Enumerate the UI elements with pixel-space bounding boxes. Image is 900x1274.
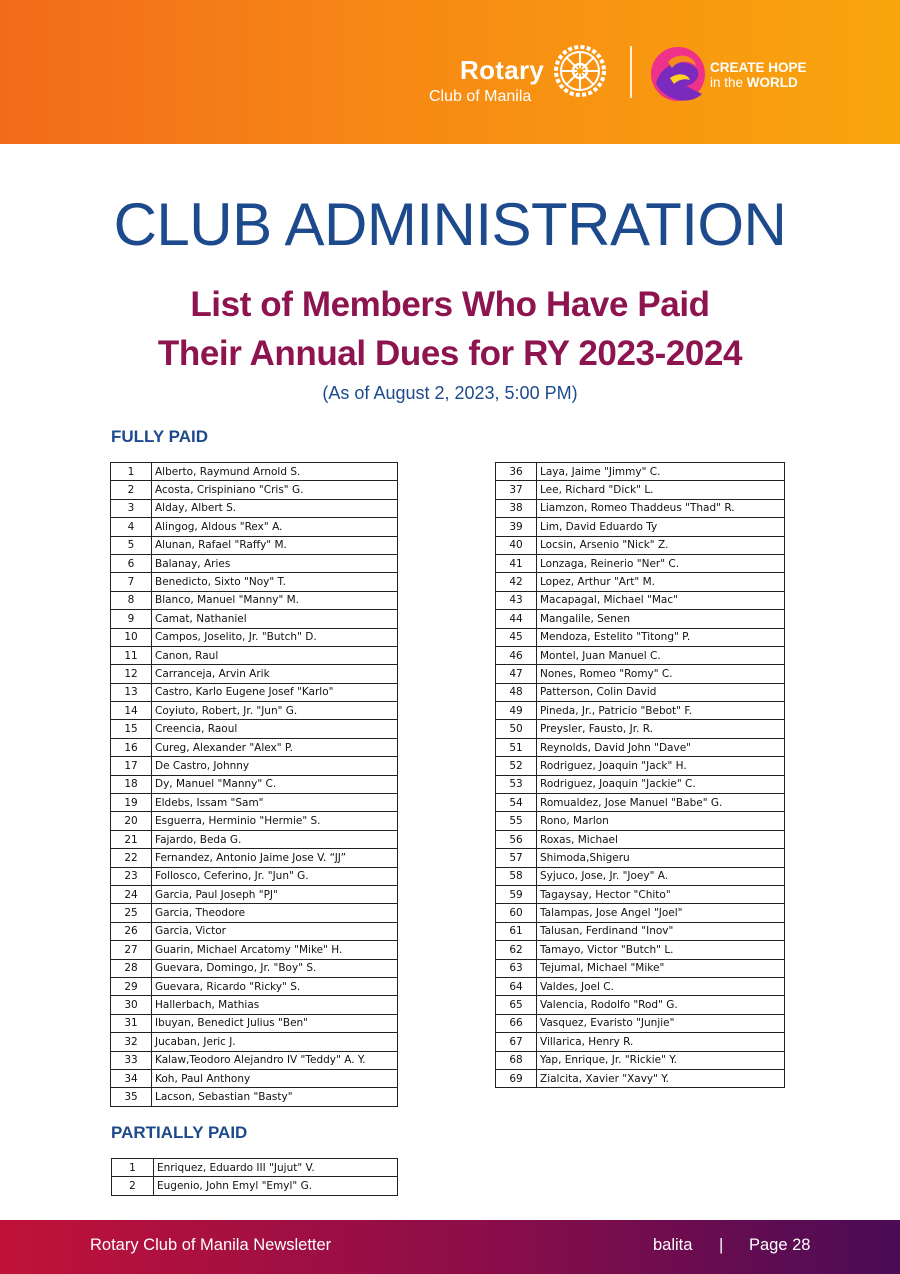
member-name: Coyiuto, Robert, Jr. "Jun" G. [152,702,398,720]
member-number: 45 [496,628,537,646]
member-row [111,518,398,536]
member-number: 9 [111,610,152,628]
member-row [111,794,398,812]
member-row [496,977,785,995]
member-name: Reynolds, David John "Dave" [537,738,785,756]
member-number: 62 [496,941,537,959]
member-name: Alingog, Aldous "Rex" A. [152,518,398,536]
member-row [496,830,785,848]
member-number: 31 [111,1014,152,1032]
as-of-date: (As of August 2, 2023, 5:00 PM) [322,383,578,403]
member-row [496,904,785,922]
member-name: Alberto, Raymund Arnold S. [152,463,398,481]
member-name: Castro, Karlo Eugene Josef "Karlo" [152,683,398,701]
member-number: 63 [496,959,537,977]
member-name: Balanay, Aries [152,554,398,572]
member-row [496,536,785,554]
member-name: Villarica, Henry R. [537,1033,785,1051]
member-row [496,867,785,885]
member-row [496,794,785,812]
member-number: 15 [111,720,152,738]
partially-paid-table [111,1158,398,1196]
member-name: Guevara, Domingo, Jr. "Boy" S. [152,959,398,977]
member-row [111,757,398,775]
member-row [111,720,398,738]
member-name: Garcia, Victor [152,922,398,940]
member-number: 29 [111,977,152,995]
member-number: 24 [111,885,152,903]
member-name: Nones, Romeo "Romy" C. [537,665,785,683]
member-number: 66 [496,1014,537,1032]
member-row [111,849,398,867]
member-row [111,591,398,609]
theme-line-1: CREATE HOPE [710,60,807,75]
member-number: 52 [496,757,537,775]
member-name: Hallerbach, Mathias [152,996,398,1014]
member-name: Fajardo, Beda G. [152,830,398,848]
member-name: Jucaban, Jeric J. [152,1033,398,1051]
member-row [496,665,785,683]
member-number: 27 [111,941,152,959]
member-name: Campos, Joselito, Jr. "Butch" D. [152,628,398,646]
member-row [496,481,785,499]
member-number: 53 [496,775,537,793]
member-row [111,885,398,903]
member-row [496,683,785,701]
member-name: Mangalile, Senen [537,610,785,628]
member-row [111,554,398,572]
page-title: CLUB ADMINISTRATION [113,191,787,258]
member-row [111,1069,398,1087]
member-number: 14 [111,702,152,720]
member-number: 23 [111,867,152,885]
member-name: Canon, Raul [152,646,398,664]
member-name: Lopez, Arthur "Art" M. [537,573,785,591]
member-number: 33 [111,1051,152,1069]
member-number: 37 [496,481,537,499]
create-hope-logo-icon [650,44,710,106]
member-name: Blanco, Manuel "Manny" M. [152,591,398,609]
member-number: 39 [496,518,537,536]
rotary-wordmark: Rotary [460,55,545,85]
member-name: Zialcita, Xavier "Xavy" Y. [537,1069,785,1087]
member-number: 7 [111,573,152,591]
member-name: Guarin, Michael Arcatomy "Mike" H. [152,941,398,959]
member-row [111,646,398,664]
member-name: Talusan, Ferdinand "Inov" [537,922,785,940]
member-number: 67 [496,1033,537,1051]
member-row [111,1014,398,1032]
member-number: 12 [111,665,152,683]
member-row [496,941,785,959]
member-name: Laya, Jaime "Jimmy" C. [537,463,785,481]
member-row [496,922,785,940]
member-row [496,702,785,720]
member-number: 6 [111,554,152,572]
member-number: 64 [496,977,537,995]
list-heading-line-2: Their Annual Dues for RY 2023-2024 [157,334,743,373]
member-row [111,702,398,720]
member-name: Montel, Juan Manuel C. [537,646,785,664]
member-number: 38 [496,499,537,517]
member-row [496,610,785,628]
member-row [496,885,785,903]
member-name: Ibuyan, Benedict Julius "Ben" [152,1014,398,1032]
member-number: 16 [111,738,152,756]
member-row [111,941,398,959]
member-row [111,867,398,885]
member-row [496,628,785,646]
member-number: 59 [496,885,537,903]
member-name: Enriquez, Eduardo III "Jujut" V. [154,1159,398,1177]
member-row [496,1033,785,1051]
page-footer [0,1220,900,1274]
member-number: 20 [111,812,152,830]
member-row [111,959,398,977]
member-name: Tejumal, Michael "Mike" [537,959,785,977]
member-name: Mendoza, Estelito "Titong" P. [537,628,785,646]
member-name: Romualdez, Jose Manuel "Babe" G. [537,794,785,812]
club-name: Club of Manila [429,88,532,105]
member-number: 19 [111,794,152,812]
member-number: 69 [496,1069,537,1087]
member-row [111,904,398,922]
member-number: 2 [112,1177,154,1195]
member-number: 60 [496,904,537,922]
brand-name: balita [653,1236,693,1254]
member-number: 1 [112,1159,154,1177]
fully-paid-table-left [110,462,398,1107]
member-number: 13 [111,683,152,701]
member-name: Syjuco, Jose, Jr. "Joey" A. [537,867,785,885]
member-name: Creencia, Raoul [152,720,398,738]
member-number: 54 [496,794,537,812]
member-name: Esguerra, Herminio "Hermie" S. [152,812,398,830]
member-number: 35 [111,1088,152,1106]
member-row [111,610,398,628]
member-row [111,573,398,591]
member-name: Eldebs, Issam "Sam" [152,794,398,812]
member-row [111,499,398,517]
member-name: Talampas, Jose Angel "Joel" [537,904,785,922]
footer-separator: | [719,1236,724,1254]
member-name: Guevara, Ricardo "Ricky" S. [152,977,398,995]
member-name: Patterson, Colin David [537,683,785,701]
member-row [111,996,398,1014]
member-number: 32 [111,1033,152,1051]
newsletter-name: Rotary Club of Manila Newsletter [90,1236,332,1254]
member-row [496,1069,785,1087]
member-number: 55 [496,812,537,830]
rotary-club-logo [428,46,608,108]
header-divider [630,46,632,98]
member-row [496,591,785,609]
member-name: Carranceja, Arvin Arik [152,665,398,683]
member-name: Locsin, Arsenio "Nick" Z. [537,536,785,554]
member-number: 44 [496,610,537,628]
member-row [496,1014,785,1032]
member-row [496,463,785,481]
member-row [496,1051,785,1069]
member-number: 40 [496,536,537,554]
member-name: Acosta, Crispiniano "Cris" G. [152,481,398,499]
member-number: 5 [111,536,152,554]
member-number: 65 [496,996,537,1014]
member-name: Rono, Marlon [537,812,785,830]
member-number: 17 [111,757,152,775]
member-row [496,518,785,536]
member-name: Pineda, Jr., Patricio "Bebot" F. [537,702,785,720]
member-number: 47 [496,665,537,683]
member-name: De Castro, Johnny [152,757,398,775]
member-row [496,959,785,977]
member-row [111,683,398,701]
member-number: 10 [111,628,152,646]
member-number: 8 [111,591,152,609]
member-number: 36 [496,463,537,481]
member-row [496,646,785,664]
member-name: Macapagal, Michael "Mac" [537,591,785,609]
member-number: 34 [111,1069,152,1087]
member-name: Liamzon, Romeo Thaddeus "Thad" R. [537,499,785,517]
member-number: 3 [111,499,152,517]
page-number: Page 28 [749,1236,811,1254]
member-row [496,573,785,591]
member-row [111,812,398,830]
member-number: 46 [496,646,537,664]
partially-paid-label: PARTIALLY PAID [111,1123,248,1142]
member-name: Lim, David Eduardo Ty [537,518,785,536]
member-number: 49 [496,702,537,720]
member-name: Eugenio, John Emyl "Emyl" G. [154,1177,398,1195]
member-row [111,1033,398,1051]
member-number: 21 [111,830,152,848]
page-header [0,0,900,144]
member-name: Benedicto, Sixto "Noy" T. [152,573,398,591]
member-row [496,757,785,775]
theme-line-2: in the WORLD [710,75,798,90]
member-name: Shimoda,Shigeru [537,849,785,867]
fully-paid-label: FULLY PAID [111,427,208,446]
member-name: Roxas, Michael [537,830,785,848]
member-name: Alday, Albert S. [152,499,398,517]
member-name: Vasquez, Evaristo "Junjie" [537,1014,785,1032]
member-number: 48 [496,683,537,701]
rotary-wheel-icon [552,43,608,99]
member-name: Kalaw,Teodoro Alejandro IV "Teddy" A. Y. [152,1051,398,1069]
member-row [112,1159,398,1177]
member-number: 18 [111,775,152,793]
member-row [111,1051,398,1069]
member-name: Preysler, Fausto, Jr. R. [537,720,785,738]
member-name: Alunan, Rafael "Raffy" M. [152,536,398,554]
member-number: 56 [496,830,537,848]
member-number: 51 [496,738,537,756]
member-number: 22 [111,849,152,867]
member-row [111,481,398,499]
member-row [111,536,398,554]
member-name: Garcia, Theodore [152,904,398,922]
member-number: 4 [111,518,152,536]
member-row [496,499,785,517]
list-heading [0,280,900,378]
member-row [496,849,785,867]
member-row [111,1088,398,1106]
member-number: 1 [111,463,152,481]
member-number: 42 [496,573,537,591]
member-name: Rodriguez, Joaquin "Jack" H. [537,757,785,775]
member-row [112,1177,398,1195]
list-heading-line-1: List of Members Who Have Paid [190,285,710,324]
member-number: 68 [496,1051,537,1069]
member-name: Rodriguez, Joaquin "Jackie" C. [537,775,785,793]
theme-tagline [710,60,807,90]
member-number: 58 [496,867,537,885]
member-name: Tagaysay, Hector "Chito" [537,885,785,903]
member-number: 61 [496,922,537,940]
member-row [496,554,785,572]
member-row [496,775,785,793]
member-number: 57 [496,849,537,867]
member-name: Lee, Richard "Dick" L. [537,481,785,499]
member-name: Cureg, Alexander "Alex" P. [152,738,398,756]
member-name: Tamayo, Victor "Butch" L. [537,941,785,959]
fully-paid-table-right [495,462,785,1088]
member-row [111,628,398,646]
member-name: Lonzaga, Reinerio "Ner" C. [537,554,785,572]
member-number: 26 [111,922,152,940]
member-name: Camat, Nathaniel [152,610,398,628]
member-row [496,812,785,830]
member-name: Follosco, Ceferino, Jr. "Jun" G. [152,867,398,885]
member-number: 25 [111,904,152,922]
member-row [111,463,398,481]
member-name: Yap, Enrique, Jr. "Rickie" Y. [537,1051,785,1069]
member-row [496,720,785,738]
member-number: 41 [496,554,537,572]
member-number: 28 [111,959,152,977]
member-number: 50 [496,720,537,738]
member-row [496,996,785,1014]
member-number: 2 [111,481,152,499]
member-row [111,977,398,995]
member-name: Garcia, Paul Joseph "PJ" [152,885,398,903]
member-number: 43 [496,591,537,609]
member-row [111,738,398,756]
member-name: Fernandez, Antonio Jaime Jose V. “JJ” [152,849,398,867]
member-row [111,775,398,793]
member-name: Valdes, Joel C. [537,977,785,995]
member-row [111,665,398,683]
member-number: 11 [111,646,152,664]
member-name: Dy, Manuel "Manny" C. [152,775,398,793]
member-number: 30 [111,996,152,1014]
member-name: Valencia, Rodolfo "Rod" G. [537,996,785,1014]
footer-right [653,1236,823,1255]
member-row [111,830,398,848]
member-row [111,922,398,940]
member-name: Lacson, Sebastian "Basty" [152,1088,398,1106]
member-name: Koh, Paul Anthony [152,1069,398,1087]
member-row [496,738,785,756]
